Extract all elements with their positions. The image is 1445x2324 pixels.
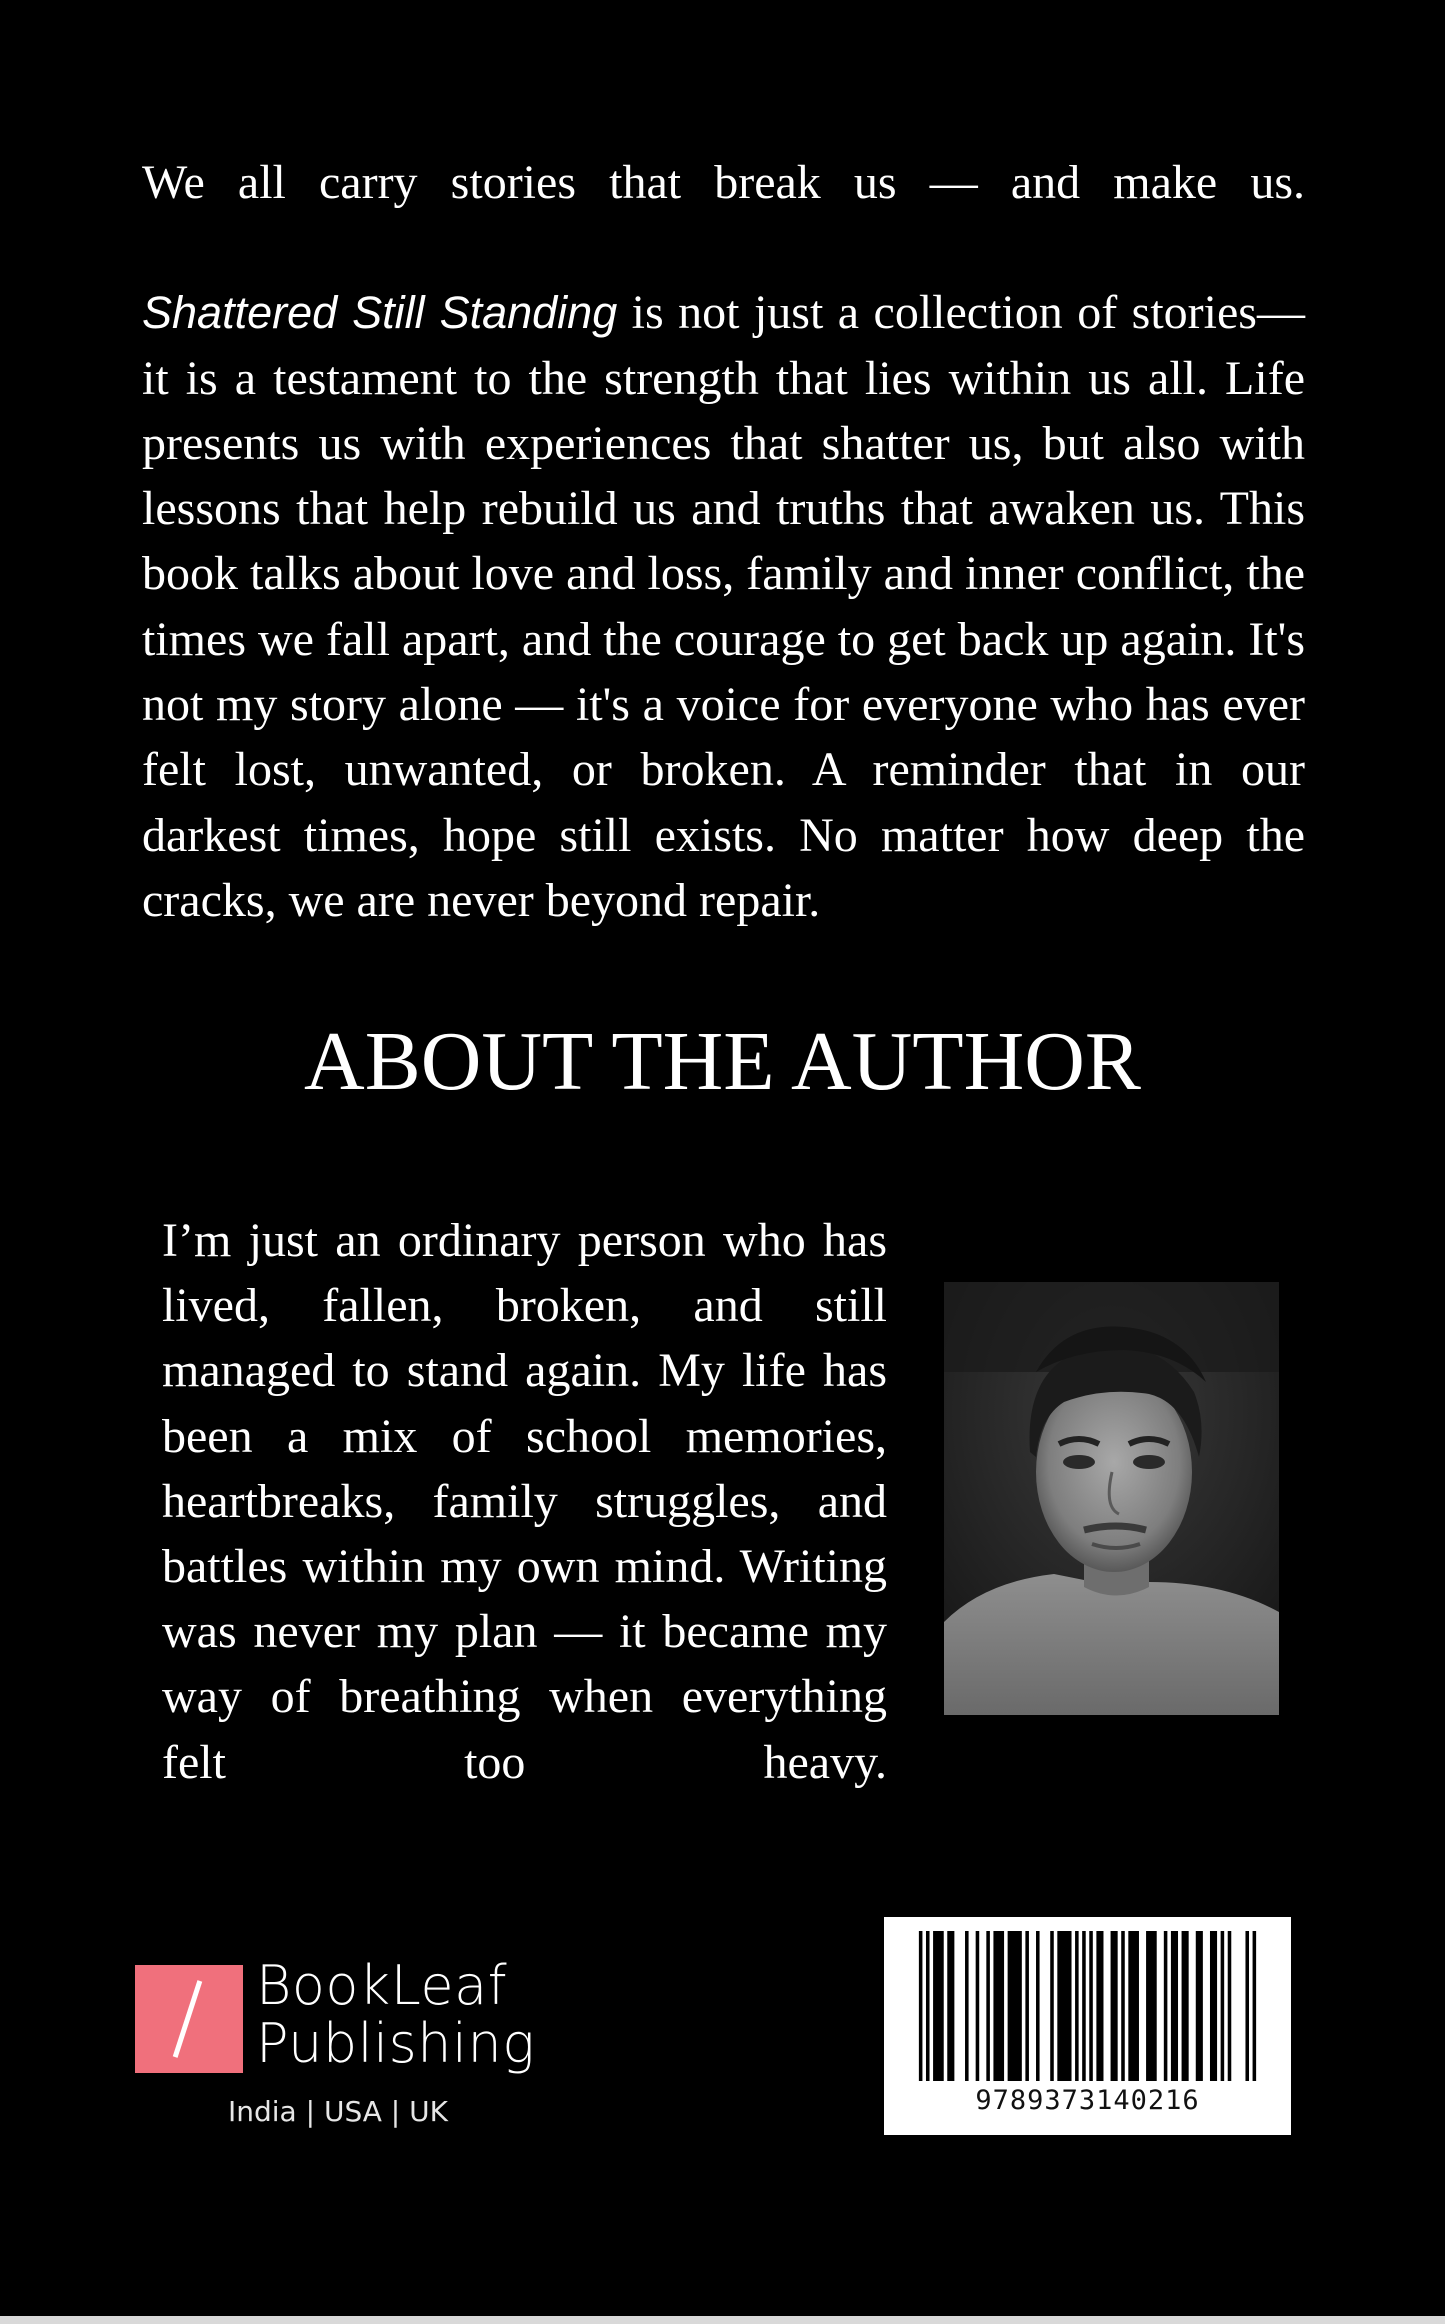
blurb-lead: We all carry stories that break us — and make us. xyxy=(142,156,1305,209)
publisher-name xyxy=(256,1954,536,2075)
barcode-bar-5 xyxy=(976,1931,980,2081)
barcode-bar-29 xyxy=(1253,1931,1257,2081)
barcode-bar-8 xyxy=(1008,1931,1022,2081)
publisher-name-line1: BookLeaf xyxy=(256,1954,508,2017)
blurb-body-paragraph xyxy=(142,280,1305,933)
barcode-bar-10 xyxy=(1036,1931,1040,2081)
barcode-bar-6 xyxy=(986,1931,990,2081)
barcode-bar-3 xyxy=(947,1931,954,2081)
author-photo xyxy=(944,1282,1279,1715)
barcode-bar-27 xyxy=(1228,1931,1232,2081)
book-title: Shattered Still Standing xyxy=(142,287,618,339)
barcode-bar-0 xyxy=(919,1931,923,2081)
barcode-bar-21 xyxy=(1164,1931,1168,2081)
author-portrait-graphic xyxy=(944,1282,1279,1715)
barcode-bar-15 xyxy=(1089,1931,1093,2081)
barcode-bar-20 xyxy=(1146,1931,1157,2081)
slash-icon xyxy=(135,1965,243,2073)
barcode-bar-1 xyxy=(926,1931,930,2081)
barcode-bar-17 xyxy=(1111,1931,1118,2081)
barcode-bar-7 xyxy=(993,1931,1004,2081)
publisher-name-line2: Publishing xyxy=(256,2012,536,2075)
book-blurb xyxy=(142,150,1305,933)
barcode-bar-9 xyxy=(1025,1931,1029,2081)
barcode-bar-13 xyxy=(1075,1931,1079,2081)
barcode-bar-19 xyxy=(1128,1931,1139,2081)
barcode-bar-2 xyxy=(933,1931,944,2081)
barcode-bar-26 xyxy=(1221,1931,1225,2081)
barcode-bar-4 xyxy=(965,1931,969,2081)
barcode-bar-24 xyxy=(1196,1931,1203,2081)
about-author-heading: ABOUT THE AUTHOR xyxy=(304,1015,1141,1108)
barcode-bar-11 xyxy=(1050,1931,1054,2081)
barcode-bar-25 xyxy=(1210,1931,1217,2081)
bottom-edge xyxy=(0,2316,1445,2324)
barcode-bar-14 xyxy=(1082,1931,1086,2081)
barcode-bar-23 xyxy=(1182,1931,1189,2081)
blurb-spacer xyxy=(142,215,1305,280)
isbn-number: 9789373140216 xyxy=(975,2085,1200,2116)
barcode-bar-12 xyxy=(1057,1931,1071,2081)
publisher-logo xyxy=(135,1954,555,2135)
barcode-bar-28 xyxy=(1245,1931,1249,2081)
isbn-barcode xyxy=(884,1917,1291,2135)
barcode-bar-18 xyxy=(1121,1931,1125,2081)
publisher-regions: India | USA | UK xyxy=(228,2095,448,2128)
blurb-body: is not just a collection of stories— it is a testament to the strength that lies within us all. Life presents us with experiences that shatter us, but also with lessons that help rebuild us and truths that awaken us. This book talks about love and loss, family and inner conflict, the times we fall apart, and the courage to get back up again. It's not my story alone — it's a voice for everyone who has ever felt lost, unwanted, or broken. A reminder that in our darkest times, hope still exists. No matter how deep the cracks, we are never beyond repair. xyxy=(142,286,1305,927)
author-bio: I’m just an ordinary person who has lived, fallen, broken, and still managed to stand again. My life has been a mix of school memories, heartbreaks, family struggles, and battles within my own mind. Writing was never my plan — it became my way of breathing when everything felt too heavy. xyxy=(162,1214,887,1789)
barcode-bar-16 xyxy=(1096,1931,1103,2081)
barcode-bar-22 xyxy=(1171,1931,1178,2081)
